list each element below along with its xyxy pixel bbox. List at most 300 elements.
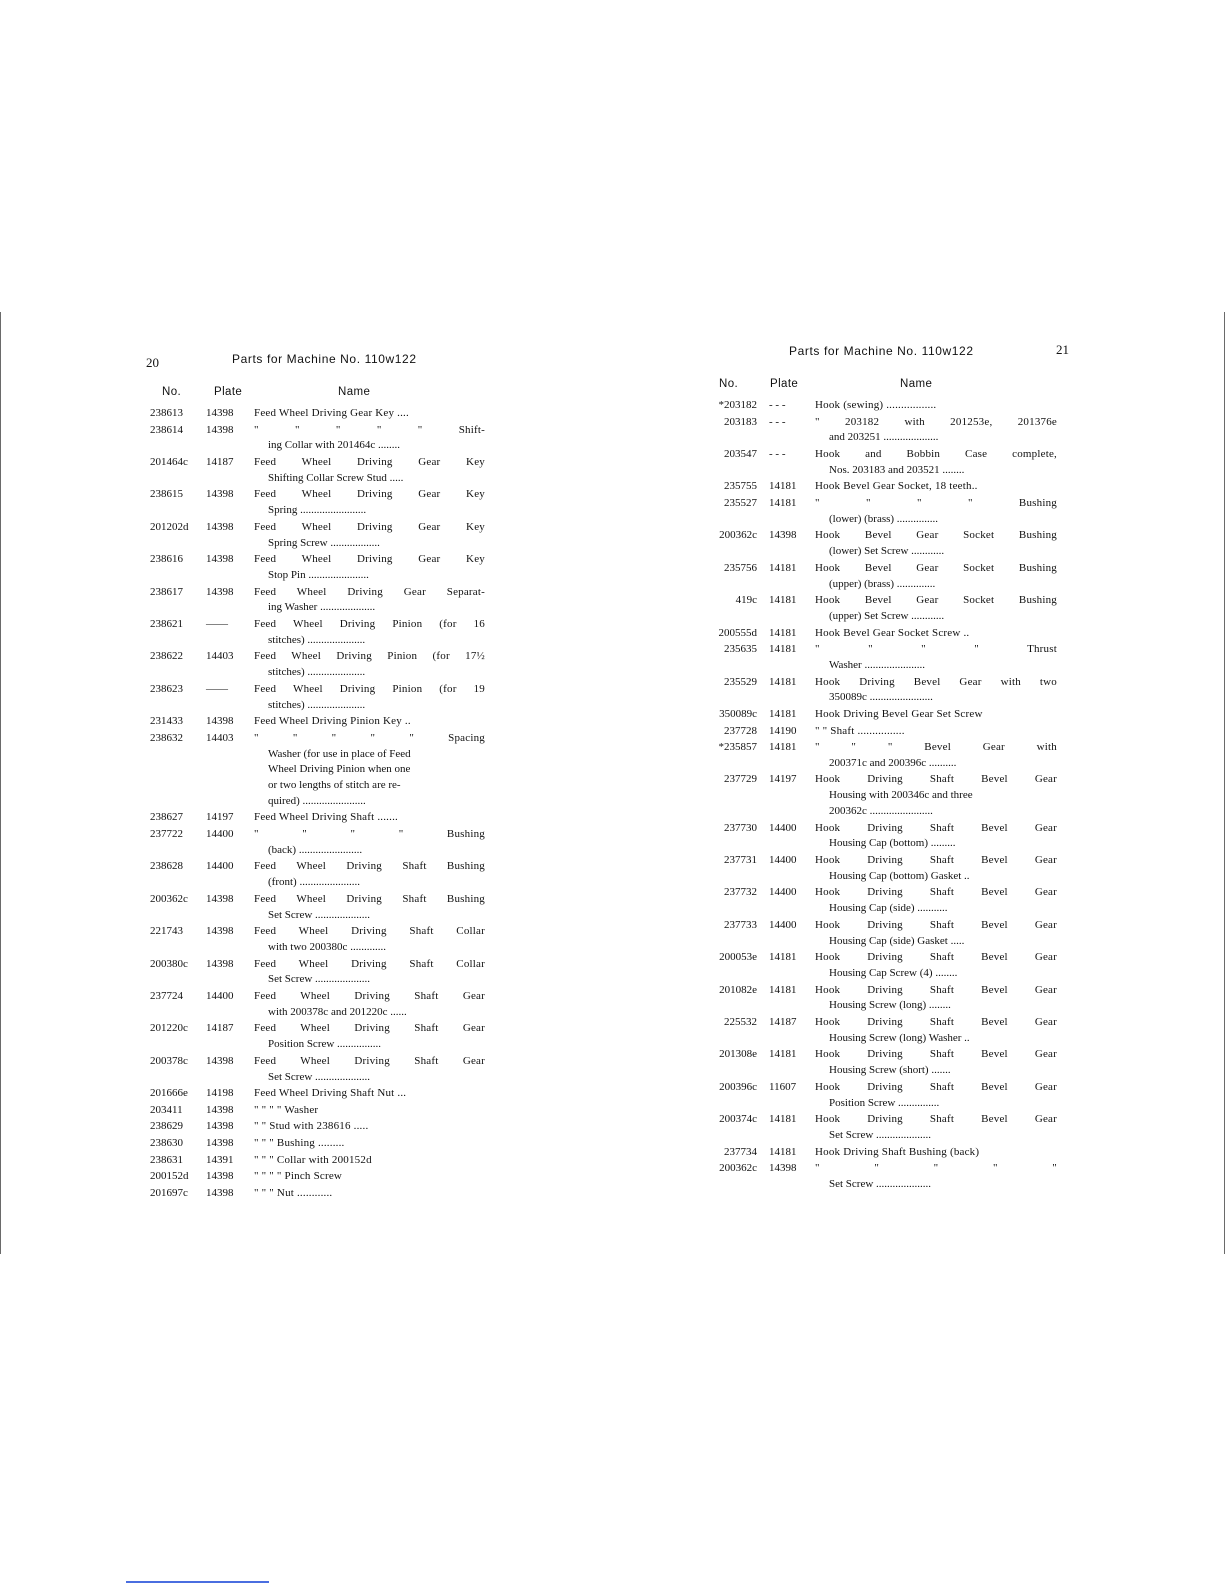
part-name-line: Hook and Bobbin Case complete, <box>815 447 1057 460</box>
part-name <box>254 957 485 989</box>
part-name <box>254 1119 485 1135</box>
table-row <box>150 1103 485 1119</box>
scan-edge-left <box>0 312 1 1254</box>
part-name-continuation: Housing Cap (side) Gasket ..... <box>829 934 965 947</box>
part-name-continuation: Housing Cap (bottom) Gasket .. <box>829 869 970 882</box>
part-name-line: Hook Bevel Gear Socket Screw .. <box>815 626 970 639</box>
table-row <box>150 617 485 649</box>
part-name-line: " " " Nut ............ <box>254 1186 333 1199</box>
part-number: 237732 <box>724 886 757 899</box>
part-name-line: Hook Driving Bevel Gear with two <box>815 675 1057 688</box>
plate-number: 14398 <box>206 585 234 598</box>
part-number: 201308e <box>719 1048 757 1061</box>
part-name <box>815 675 1057 707</box>
part-number: 238632 <box>150 731 183 744</box>
part-number: 238629 <box>150 1120 183 1133</box>
part-name-continuation: ing Collar with 201464c ........ <box>268 439 400 452</box>
part-name <box>815 1047 1057 1079</box>
column-header-name: Name <box>338 386 371 398</box>
table-row <box>150 924 485 956</box>
part-name-line: Feed Wheel Driving Shaft Gear <box>254 990 485 1003</box>
part-name-continuation: 200371c and 200396c .......... <box>829 756 957 769</box>
part-number: 201082e <box>719 983 757 996</box>
part-number: 419c <box>735 594 757 607</box>
plate-number: 14398 <box>206 520 234 533</box>
part-number: 238616 <box>150 553 183 566</box>
part-number: 237730 <box>724 821 757 834</box>
part-name <box>815 1145 1057 1161</box>
running-head: Parts for Machine No. 110w122 <box>789 344 974 358</box>
part-number: 237729 <box>724 773 757 786</box>
plate-number: 14181 <box>769 1113 797 1126</box>
plate-number: 14181 <box>769 1145 797 1158</box>
part-name-line: " " " Bevel Gear with <box>815 741 1057 754</box>
parts-list <box>707 398 1057 1193</box>
part-number: 201697c <box>150 1186 188 1199</box>
page-number: 21 <box>1056 342 1069 357</box>
part-name-continuation: stitches) ..................... <box>268 666 366 679</box>
part-number: 200380c <box>150 957 188 970</box>
left-page <box>146 352 485 1202</box>
plate-number: 14181 <box>769 561 797 574</box>
part-number: 238628 <box>150 860 183 873</box>
table-row <box>150 520 485 552</box>
part-name <box>815 740 1057 772</box>
part-name-continuation: Position Screw ............... <box>829 1096 940 1109</box>
part-name-line: Feed Wheel Driving Gear Key <box>254 455 485 468</box>
table-row <box>707 398 1057 414</box>
part-name-continuation: Spring ........................ <box>268 504 367 517</box>
part-name-continuation: Housing with 200346c and three <box>829 789 973 802</box>
part-number: 238630 <box>150 1136 183 1149</box>
table-row <box>707 1161 1057 1193</box>
part-name-line: " " " " Bushing <box>254 828 485 841</box>
part-name <box>254 649 485 681</box>
part-name-continuation: (lower) (brass) ............... <box>829 512 939 525</box>
table-row <box>707 1080 1057 1112</box>
column-header-plate: Plate <box>214 386 243 398</box>
part-name-line: Hook Bevel Gear Socket Bushing <box>815 561 1057 574</box>
part-name-line: Hook Driving Shaft Bevel Gear <box>815 854 1057 867</box>
part-name-line: Hook Driving Shaft Bevel Gear <box>815 1048 1057 1061</box>
part-name-line: Hook Driving Shaft Bushing (back) <box>815 1145 980 1158</box>
part-number: 235756 <box>724 561 757 574</box>
part-name <box>254 1169 485 1185</box>
plate-number: 14181 <box>769 643 797 656</box>
table-row <box>707 479 1057 495</box>
plate-number: - - - <box>769 447 786 460</box>
part-name-continuation: Shifting Collar Screw Stud ..... <box>268 471 404 484</box>
part-name <box>254 1086 485 1102</box>
part-number: 200378c <box>150 1054 188 1067</box>
plate-number: 14190 <box>769 724 797 737</box>
table-row <box>707 918 1057 950</box>
plate-number: 14400 <box>206 990 234 1003</box>
part-number: 200555d <box>718 626 757 639</box>
part-name-line: Hook Driving Shaft Bevel Gear <box>815 821 1057 834</box>
part-name <box>815 918 1057 950</box>
part-name <box>815 885 1057 917</box>
part-name-continuation: Washer (for use in place of Feed <box>268 747 411 760</box>
table-row <box>150 406 485 422</box>
part-number: 203547 <box>724 447 757 460</box>
table-row <box>707 593 1057 625</box>
part-name-continuation: Stop Pin ...................... <box>268 568 369 581</box>
part-name-continuation: (lower) Set Screw ............ <box>829 545 945 558</box>
part-name <box>254 487 485 519</box>
part-number: 237722 <box>150 828 183 841</box>
part-name-line: " " " Bushing ......... <box>254 1136 345 1149</box>
plate-number: 14197 <box>769 773 797 786</box>
table-row <box>707 1112 1057 1144</box>
part-number: *235857 <box>718 741 757 754</box>
part-name-continuation: (upper) Set Screw ............ <box>829 609 945 622</box>
table-row <box>707 415 1057 447</box>
column-header-name: Name <box>900 378 933 390</box>
page-link-underline[interactable] <box>126 1581 269 1583</box>
part-number: 200362c <box>150 892 188 905</box>
plate-number: 14398 <box>206 423 234 436</box>
plate-number: 14197 <box>206 811 234 824</box>
part-name-continuation: Housing Cap (bottom) ......... <box>829 837 956 850</box>
table-row <box>150 487 485 519</box>
part-name <box>815 724 1057 740</box>
part-number: 238627 <box>150 811 183 824</box>
part-name <box>254 423 485 455</box>
part-name <box>254 585 485 617</box>
part-name-continuation: or two lengths of stitch are re- <box>268 779 401 792</box>
part-name <box>815 496 1057 528</box>
plate-number: 11607 <box>769 1080 797 1093</box>
part-number: 235529 <box>724 675 757 688</box>
plate-number: 14400 <box>206 828 234 841</box>
table-row <box>707 496 1057 528</box>
part-name <box>254 827 485 859</box>
table-row <box>150 1136 485 1152</box>
part-name-line: " " Stud with 238616 ..... <box>254 1120 369 1133</box>
part-name-continuation: (upper) (brass) .............. <box>829 577 936 590</box>
plate-number: 14398 <box>206 1186 234 1199</box>
plate-number: 14400 <box>769 821 797 834</box>
part-name <box>815 1112 1057 1144</box>
part-number: 200362c <box>719 1162 757 1175</box>
column-headers <box>707 378 1057 398</box>
part-name-line: Hook Driving Shaft Bevel Gear <box>815 918 1057 931</box>
part-name-line: Feed Wheel Driving Gear Key <box>254 488 485 501</box>
plate-number: 14400 <box>206 860 234 873</box>
part-name-line: Hook Bevel Gear Socket Bushing <box>815 529 1057 542</box>
part-number: 238613 <box>150 407 183 419</box>
table-row <box>150 649 485 681</box>
part-number: 238617 <box>150 585 183 598</box>
plate-number: 14398 <box>769 1162 797 1175</box>
plate-number: 14398 <box>206 1054 234 1067</box>
table-row <box>707 724 1057 740</box>
table-row <box>150 731 485 810</box>
part-name-continuation: 200362c ....................... <box>829 805 933 818</box>
plate-number: 14398 <box>769 529 797 542</box>
plate-number: 14181 <box>769 626 797 639</box>
part-name <box>815 707 1057 723</box>
table-row <box>707 675 1057 707</box>
part-name <box>815 1161 1057 1193</box>
part-name-continuation: Set Screw .................... <box>268 1070 371 1083</box>
plate-number: 14181 <box>769 1048 797 1061</box>
part-number: 237734 <box>724 1145 757 1158</box>
part-number: 238621 <box>150 617 183 630</box>
table-row <box>150 1169 485 1185</box>
part-name-line: Feed Wheel Driving Shaft Gear <box>254 1054 485 1067</box>
plate-number: 14181 <box>769 496 797 509</box>
part-name <box>254 455 485 487</box>
plate-number: 14400 <box>769 918 797 931</box>
part-name-continuation: Housing Cap Screw (4) ........ <box>829 967 958 980</box>
left-page-header <box>146 352 485 374</box>
table-row <box>150 827 485 859</box>
part-name-continuation: Position Screw ................ <box>268 1038 382 1051</box>
part-name <box>815 561 1057 593</box>
part-name-continuation: 350089c ....................... <box>829 691 933 704</box>
part-name-line: Feed Wheel Driving Shaft Bushing <box>254 860 485 873</box>
table-row <box>150 585 485 617</box>
part-name <box>815 415 1057 447</box>
part-name-line: Hook Driving Shaft Bevel Gear <box>815 1080 1057 1093</box>
part-name-line: Feed Wheel Driving Gear Key <box>254 553 485 566</box>
column-headers <box>150 386 485 406</box>
plate-number: 14398 <box>206 1103 234 1116</box>
table-row <box>150 1186 485 1202</box>
part-name <box>254 682 485 714</box>
part-name-continuation: Washer ...................... <box>829 658 925 671</box>
table-row <box>707 528 1057 560</box>
part-name-line: " 203182 with 201253e, 201376e <box>815 415 1057 428</box>
part-name-continuation: (front) ...................... <box>268 876 360 889</box>
part-number: 201220c <box>150 1022 188 1035</box>
part-number: 200362c <box>719 529 757 542</box>
part-name <box>254 989 485 1021</box>
part-number: 238631 <box>150 1153 183 1166</box>
part-name-line: Feed Wheel Driving Pinion (for 19 <box>254 682 485 695</box>
table-row <box>707 983 1057 1015</box>
part-name-line: " " " " " Shift- <box>254 423 485 436</box>
plate-number: - - - <box>769 399 786 411</box>
part-name <box>815 950 1057 982</box>
column-header-no: No. <box>719 378 739 390</box>
plate-number: 14181 <box>769 707 797 720</box>
part-name-line: Feed Wheel Driving Gear Separat- <box>254 585 485 598</box>
part-name-line: Hook Driving Shaft Bevel Gear <box>815 1113 1057 1126</box>
part-name-continuation: Housing Screw (short) ....... <box>829 1064 951 1077</box>
part-number: 235527 <box>724 496 757 509</box>
part-name <box>815 772 1057 819</box>
table-row <box>707 1047 1057 1079</box>
right-page <box>707 342 1069 1194</box>
part-number: 237724 <box>150 990 183 1003</box>
part-number: 200374c <box>719 1113 757 1126</box>
part-number: 200152d <box>150 1170 189 1183</box>
part-name-continuation: Spring Screw .................. <box>268 536 380 549</box>
part-number: 201464c <box>150 455 188 468</box>
table-row <box>707 447 1057 479</box>
parts-list <box>150 406 485 1202</box>
part-name-continuation: (back) ....................... <box>268 843 363 856</box>
column-header-plate: Plate <box>770 378 799 390</box>
part-name-continuation: Set Screw .................... <box>829 1177 932 1190</box>
part-number: 238615 <box>150 488 183 501</box>
part-name <box>254 1136 485 1152</box>
part-name <box>254 1021 485 1053</box>
part-name-line: Feed Wheel Driving Gear Key <box>254 520 485 533</box>
part-name <box>815 821 1057 853</box>
part-name <box>254 892 485 924</box>
part-name <box>815 398 1057 414</box>
plate-number: —— <box>206 682 228 695</box>
plate-number: 14398 <box>206 1136 234 1149</box>
part-name-line: " " " " Thrust <box>815 643 1057 656</box>
table-row <box>150 682 485 714</box>
part-number: 237731 <box>724 854 757 867</box>
column-header-no: No. <box>162 386 182 398</box>
part-name-line: " " " " " <box>815 1162 1057 1175</box>
plate-number: 14391 <box>206 1153 234 1166</box>
part-name-line: Hook Driving Shaft Bevel Gear <box>815 983 1057 996</box>
blank-top-margin <box>0 0 1225 310</box>
part-name-line: Feed Wheel Driving Shaft Bushing <box>254 892 485 905</box>
part-name-continuation: Set Screw .................... <box>268 973 371 986</box>
part-name-line: Hook Driving Bevel Gear Set Screw <box>815 707 983 720</box>
table-row <box>150 1054 485 1086</box>
table-row <box>150 989 485 1021</box>
part-name-continuation: with 200378c and 201220c ...... <box>268 1005 407 1018</box>
part-name <box>815 642 1057 674</box>
part-name-continuation: and 203251 .................... <box>829 431 939 444</box>
part-number: 221743 <box>150 925 183 938</box>
table-row <box>707 642 1057 674</box>
table-row <box>707 853 1057 885</box>
plate-number: 14398 <box>206 715 234 728</box>
table-row <box>150 423 485 455</box>
page-number: 20 <box>146 355 159 370</box>
table-row <box>150 859 485 891</box>
table-row <box>150 455 485 487</box>
table-row <box>150 1153 485 1169</box>
plate-number: - - - <box>769 415 786 428</box>
part-name <box>254 859 485 891</box>
plate-number: 14398 <box>206 1170 234 1183</box>
part-name-continuation: with two 200380c ............. <box>268 941 386 954</box>
plate-number: 14398 <box>206 925 234 938</box>
table-row <box>707 950 1057 982</box>
part-name-line: " " " " " Spacing <box>254 731 485 744</box>
part-name-line: Feed Wheel Driving Pinion Key .. <box>254 715 411 728</box>
right-page-header <box>707 342 1069 366</box>
part-number: 237728 <box>724 724 757 737</box>
part-name-continuation: Set Screw .................... <box>268 908 371 921</box>
part-name <box>815 853 1057 885</box>
table-row <box>150 810 485 826</box>
table-row <box>707 1015 1057 1047</box>
part-name <box>815 528 1057 560</box>
part-number: 237733 <box>724 918 757 931</box>
part-name-line: Hook Driving Shaft Bevel Gear <box>815 886 1057 899</box>
part-number: 203411 <box>150 1103 183 1116</box>
part-name <box>815 479 1057 495</box>
part-name <box>254 1054 485 1086</box>
part-number: 231433 <box>150 715 183 728</box>
part-name-line: Hook (sewing) ................. <box>815 399 937 411</box>
part-name <box>254 714 485 730</box>
part-name <box>254 406 485 422</box>
part-name <box>254 731 485 810</box>
table-row <box>150 1021 485 1053</box>
part-number: 238623 <box>150 682 183 695</box>
running-head: Parts for Machine No. 110w122 <box>232 352 417 366</box>
part-name <box>254 810 485 826</box>
part-name-line: Hook Bevel Gear Socket Bushing <box>815 594 1057 607</box>
part-name-continuation: stitches) ..................... <box>268 698 366 711</box>
part-name <box>254 1186 485 1202</box>
part-name-continuation: Housing Screw (long) ........ <box>829 999 951 1012</box>
part-name-line: Hook Driving Shaft Bevel Gear <box>815 773 1057 786</box>
part-name-line: Feed Wheel Driving Shaft Collar <box>254 957 485 970</box>
part-name <box>815 593 1057 625</box>
part-name-line: Hook Driving Shaft Bevel Gear <box>815 951 1057 964</box>
plate-number: —— <box>206 617 228 630</box>
plate-number: 14398 <box>206 407 234 419</box>
plate-number: 14198 <box>206 1087 234 1100</box>
plate-number: 14181 <box>769 675 797 688</box>
plate-number: 14187 <box>206 1022 234 1035</box>
part-name <box>815 1015 1057 1047</box>
part-number: 200053e <box>719 951 757 964</box>
table-row <box>150 892 485 924</box>
plate-number: 14181 <box>769 951 797 964</box>
part-name <box>254 520 485 552</box>
plate-number: 14398 <box>206 488 234 501</box>
part-name-continuation: Nos. 203183 and 203521 ........ <box>829 463 965 476</box>
part-name-line: Feed Wheel Driving Shaft Collar <box>254 925 485 938</box>
table-row <box>707 626 1057 642</box>
table-row <box>707 561 1057 593</box>
part-name <box>815 626 1057 642</box>
part-name <box>254 1153 485 1169</box>
table-row <box>150 1119 485 1135</box>
plate-number: 14187 <box>769 1016 797 1029</box>
part-name-continuation: stitches) ..................... <box>268 633 366 646</box>
plate-number: 14187 <box>206 455 234 468</box>
part-name-continuation: quired) ....................... <box>268 794 366 807</box>
part-number: 235635 <box>724 643 757 656</box>
plate-number: 14398 <box>206 1120 234 1133</box>
table-row <box>707 821 1057 853</box>
table-row <box>150 957 485 989</box>
part-name-line: Hook Driving Shaft Bevel Gear <box>815 1016 1057 1029</box>
part-number: 201202d <box>150 520 189 533</box>
part-name <box>254 552 485 584</box>
part-number: *203182 <box>718 399 757 411</box>
part-name <box>254 924 485 956</box>
table-row <box>707 740 1057 772</box>
table-row <box>707 707 1057 723</box>
plate-number: 14181 <box>769 741 797 754</box>
part-number: 203183 <box>724 415 757 428</box>
part-name-line: Feed Wheel Driving Shaft Gear <box>254 1022 485 1035</box>
part-name-line: " " Shaft ................ <box>815 724 905 737</box>
plate-number: 14403 <box>206 731 234 744</box>
plate-number: 14181 <box>769 983 797 996</box>
part-number: 238614 <box>150 423 183 436</box>
part-name <box>815 1080 1057 1112</box>
